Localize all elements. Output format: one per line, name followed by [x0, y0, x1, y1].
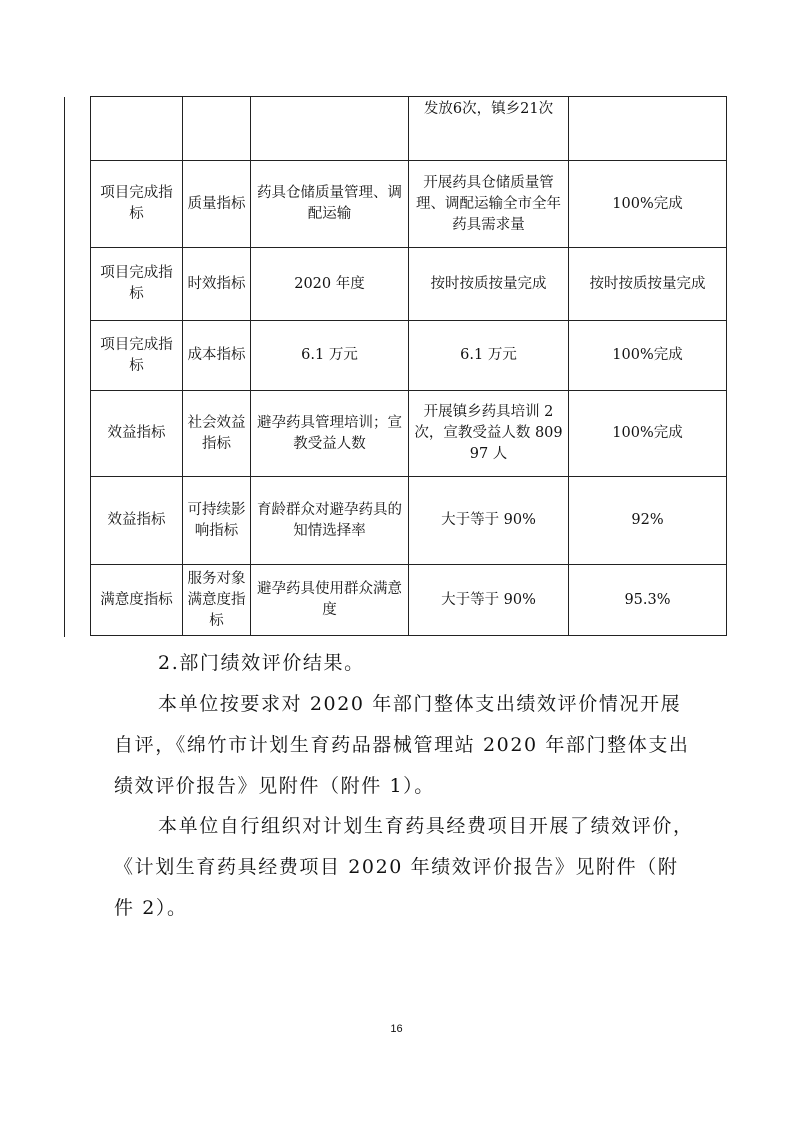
- table-cell: 药具仓储质量管理、调配运输: [251, 161, 409, 248]
- table-cell: 质量指标: [183, 161, 251, 248]
- table-cell: [91, 97, 183, 161]
- table-cell: 项目完成指标: [91, 161, 183, 248]
- table-cell: 满意度指标: [91, 565, 183, 636]
- table-cell: 100%完成: [569, 161, 727, 248]
- table-cell: 成本指标: [183, 321, 251, 391]
- table-cell: 服务对象满意度指标: [183, 565, 251, 636]
- table-row: [91, 565, 727, 636]
- section-heading: 2.部门绩效评价结果。: [158, 652, 365, 674]
- table-row: [91, 321, 727, 391]
- table-cell: 可持续影响指标: [183, 477, 251, 565]
- paragraph: 本单位自行组织对计划生育药具经费项目开展了绩效评价，《计划生育药具经费项目 2020 年绩效评价报告》见附件（附件 2）。: [114, 815, 694, 919]
- table-cell: 开展镇乡药具培训 2 次，宣教受益人数 80997 人: [409, 391, 569, 477]
- table-cell: 100%完成: [569, 391, 727, 477]
- table-cell: 大于等于 90%: [409, 565, 569, 636]
- table-cell: 6.1 万元: [409, 321, 569, 391]
- table-cell: [569, 97, 727, 161]
- table-left-rule: [64, 97, 65, 637]
- table-cell: 避孕药具使用群众满意度: [251, 565, 409, 636]
- performance-indicator-table: [90, 96, 727, 636]
- table-row: [91, 477, 727, 565]
- table-cell: 2020 年度: [251, 248, 409, 321]
- table-cell: 95.3%: [569, 565, 727, 636]
- table-cell: 按时按质按量完成: [569, 248, 727, 321]
- table-cell: 项目完成指标: [91, 321, 183, 391]
- table-cell: 时效指标: [183, 248, 251, 321]
- table-cell: 效益指标: [91, 477, 183, 565]
- table-row: [91, 391, 727, 477]
- table-cell: 6.1 万元: [251, 321, 409, 391]
- table-cell: [183, 97, 251, 161]
- table-cell: 社会效益指标: [183, 391, 251, 477]
- table-cell: 发放6次，镇乡21次: [409, 97, 569, 161]
- paragraph: 本单位按要求对 2020 年部门整体支出绩效评价情况开展自评，《绵竹市计划生育药品器械管理站 2020 年部门整体支出绩效评价报告》见附件（附件 1）。: [114, 693, 690, 797]
- table-cell: 育龄群众对避孕药具的知情选择率: [251, 477, 409, 565]
- page-number: 16: [390, 1023, 403, 1035]
- table-cell: 避孕药具管理培训；宣教受益人数: [251, 391, 409, 477]
- table-cell: 大于等于 90%: [409, 477, 569, 565]
- table-cell: 92%: [569, 477, 727, 565]
- table-cell: [251, 97, 409, 161]
- table-cell: 开展药具仓储质量管理、调配运输全市全年药具需求量: [409, 161, 569, 248]
- table-cell: 按时按质按量完成: [409, 248, 569, 321]
- table-row: [91, 161, 727, 248]
- table-row: [91, 97, 727, 161]
- table-cell: 效益指标: [91, 391, 183, 477]
- table-row: [91, 248, 727, 321]
- table-cell: 100%完成: [569, 321, 727, 391]
- table-cell: 项目完成指标: [91, 248, 183, 321]
